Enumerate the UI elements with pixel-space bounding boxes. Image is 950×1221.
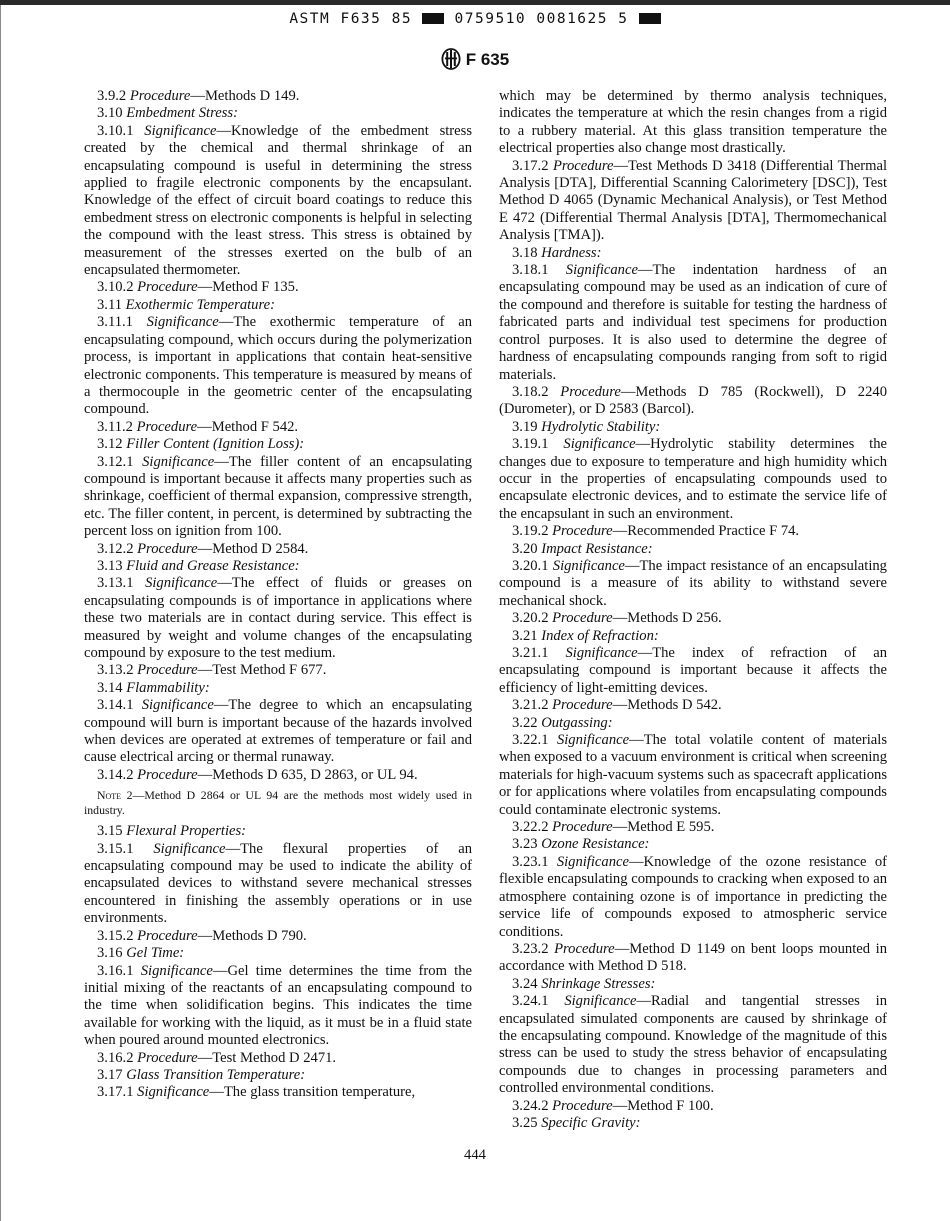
astm-logo-icon (441, 48, 461, 75)
clause-label: Specific Gravity: (541, 1114, 641, 1131)
clause (499, 523, 887, 540)
clause-label: Procedure (552, 157, 614, 174)
clause-label: Procedure (136, 418, 198, 435)
clause-number: 3.10.1 (97, 122, 134, 139)
section-heading (499, 541, 887, 558)
section-heading (499, 1115, 887, 1132)
clause-text: —Knowledge of the embedment stress created by the chemical and thermal shrinkage of an encapsulating compound is useful in determining the stress applied to fragile electronic components by the encapsulant. Knowledge of the effect of circuit board coatings to reduce this embedment stress on electronic components is helpful in selecting the compound with the least stress. This stress is obtained by measurement of the stresses exerted on the bulb of an encapsulated thermometer. (84, 122, 472, 279)
clause-number: 3.24 (512, 975, 538, 992)
clause-text: —Methods D 542. (612, 697, 722, 714)
clause (84, 1084, 472, 1101)
clause-label: Procedure (552, 1097, 613, 1114)
clause-text: —Gel time determines the time from the initial mixing of the reactants of an encapsulating compound to the time when solidification begins. This indicates the time available for working with the liquid, as it must be in a fluid state when poured around mounted electronics. (84, 962, 473, 1049)
clause-number: 3.21.1 (512, 645, 549, 661)
clause-number: 3.21 (512, 627, 538, 644)
clause (499, 158, 887, 245)
clause-number: 3.11 (97, 296, 122, 313)
document-id-strip (0, 11, 950, 27)
clause-text: —Method F 100. (612, 1097, 714, 1114)
clause-number: 3.19 (512, 418, 538, 435)
clause-number: 3.24.1 (512, 993, 549, 1010)
clause-label: Significance (565, 645, 638, 661)
clause-text: —The total volatile content of materials when exposed to a vacuum environment is critical when screening materials for high-vacuum systems such as spacecraft applications or for applications where volatiles from encapsulating compounds could contaminate electronic systems. (499, 732, 887, 818)
clause-label: Significance (153, 840, 226, 857)
clause-text: —Methods D 149. (190, 88, 300, 104)
clause-text: —The degree to which an encapsulating compound will burn is important because of the hazards involved when devices are operated at extremes of temperature or fail and cause electrical arcing or thermal runaway. (84, 697, 472, 766)
clause-text: —The exothermic temperature of an encapsulating compound, which occurs during the polymerization process, is important in applications that contain heat-sensitive electronic components. This temperature is measured by means of a thermocouple in the geometric center of the encapsulating compound. (84, 314, 472, 418)
document-serial: 0759510 0081625 5 (454, 11, 629, 27)
clause-text: —The effect of fluids or greases on encapsulating compounds is of importance in applications where these two materials are in contact during service. This effect is measured by weight and volume changes of the encapsulating compound by exposure to the test medium. (84, 575, 472, 661)
clause-number: 3.17.1 (97, 1084, 134, 1101)
clause-number: 3.23.1 (512, 853, 549, 870)
clause (499, 993, 887, 1097)
clause-label: Significance (556, 732, 630, 749)
clause-number: 3.15 (97, 823, 123, 840)
clause-label: Flexural Properties: (126, 823, 247, 840)
section-heading (84, 436, 472, 453)
section-heading (84, 1067, 472, 1084)
clause-label: Significance (137, 1084, 210, 1101)
clause (499, 941, 887, 976)
clause-label: Procedure (554, 940, 615, 957)
section-heading (499, 419, 887, 436)
clause-number: 3.12 (97, 436, 123, 453)
clause-label: Significance (142, 453, 215, 470)
clause-label: Procedure (552, 697, 613, 714)
clause-label: Procedure (137, 279, 198, 296)
clause (84, 88, 472, 105)
clause-text: —Method F 135. (197, 279, 299, 296)
clause-number: 3.25 (512, 1114, 538, 1131)
clause-number: 3.23.2 (512, 940, 549, 957)
section-heading (84, 945, 472, 962)
clause-number: 3.18.2 (512, 383, 549, 400)
clause-text: —The impact resistance of an encapsulating compound is a measure of its ability to withstand severe mechanical shock. (499, 557, 887, 609)
clause-label: Procedure (137, 1049, 198, 1066)
clause (499, 645, 887, 697)
clause-label: Procedure (137, 927, 198, 944)
scan-left-edge (0, 5, 1, 1221)
clause (84, 963, 472, 1050)
section-heading (84, 680, 472, 697)
clause-number: 3.20 (512, 540, 538, 557)
clause-label: Impact Resistance: (541, 540, 653, 557)
clause-text: —Knowledge of the ozone resistance of flexible encapsulating compounds to cracking when exposed to an atmosphere containing ozone is of importance in predicting the service life of compounds exposed to atmospheric service conditions. (499, 853, 887, 940)
clause-number: 3.16.1 (97, 962, 134, 979)
clause (84, 279, 472, 296)
clause-label: Glass Transition Temperature: (126, 1066, 306, 1083)
clause-label: Gel Time: (126, 945, 185, 962)
clause (84, 575, 472, 662)
clause-label: Hydrolytic Stability: (541, 418, 661, 435)
section-heading (499, 976, 887, 993)
clause-number: 3.14.1 (97, 697, 134, 714)
standard-number: F 635 (465, 50, 510, 69)
clause-number: 3.20.1 (512, 557, 549, 574)
clause (499, 697, 887, 714)
clause-text: —Test Method D 2471. (197, 1049, 337, 1066)
clause-text: —The filler content of an encapsulating compound is important because it affects many properties such as shrinkage, coefficient of thermal expansion, compressive strength, etc. The filler content, in percent, is determined by subtracting the percent loss on ignition from 100. (84, 453, 472, 540)
clause (499, 1098, 887, 1115)
clause-label: Significance (563, 436, 636, 453)
clause-label: Shrinkage Stresses: (541, 975, 656, 992)
clause-label: Procedure (137, 540, 198, 557)
clause-label: Significance (146, 314, 219, 331)
clause (84, 541, 472, 558)
section-heading (84, 297, 472, 314)
clause (499, 384, 887, 419)
section-heading (84, 105, 472, 122)
clause-number: 3.20.2 (512, 610, 549, 627)
clause-label: Significance (140, 962, 213, 979)
clause-text: —Hydrolytic stability determines the changes due to exposure to temperature and high humidity which occur in the properties of encapsulating compounds used to encapsulate electronic devices, and to estimate the service life of the encapsulant in such an environment. (499, 436, 887, 522)
note-label: Note 2 (97, 788, 133, 803)
clause-number: 3.15.1 (97, 840, 134, 857)
clause-number: 3.13.1 (97, 575, 134, 592)
clause-label: Significance (552, 557, 625, 574)
clause-label: Procedure (137, 662, 198, 679)
note: Note 2—Method D 2864 or UL 94 are the methods most widely used in industry. (84, 788, 472, 818)
clause-label: Ozone Resistance: (541, 836, 650, 853)
clause-label: Significance (565, 262, 638, 279)
clause (84, 697, 472, 767)
clause-label: Procedure (552, 610, 613, 627)
clause-label: Fluid and Grease Resistance: (126, 557, 300, 574)
clause-number: 3.15.2 (97, 927, 134, 944)
clause (499, 610, 887, 627)
clause-text: —Methods D 256. (612, 610, 722, 627)
clause (84, 841, 472, 928)
clause-text: —Method E 595. (612, 819, 715, 836)
clause-text: —Test Methods D 3418 (Differential Thermal Analysis [DTA], Differential Scanning Calorimetery [DSC]), Test Method D 4065 (Dynamic Mechanical Analysis), or Test Method E 472 (Differential Thermal Analysis [DTA], Thermomechanical Analysis [TMA]). (499, 157, 888, 244)
clause (84, 928, 472, 945)
clause (84, 1050, 472, 1067)
section-heading (84, 558, 472, 575)
clause-number: 3.10.2 (97, 279, 134, 296)
clause-number: 3.18 (512, 244, 538, 261)
clause-label: Procedure (129, 88, 191, 104)
clause-number: 3.13.2 (97, 662, 134, 679)
clause-number: 3.19.1 (512, 436, 549, 453)
clause-number: 3.11.2 (97, 418, 133, 435)
clause-label: Flammability: (126, 679, 210, 696)
clause (499, 732, 887, 819)
clause-label: Significance (145, 575, 218, 592)
clause-label: Procedure (552, 819, 613, 836)
clause-text: —The glass transition temperature, (209, 1084, 416, 1101)
redaction-block (422, 13, 444, 24)
clause-label: Procedure (552, 523, 613, 540)
section-heading (499, 715, 887, 732)
clause-text: —Methods D 785 (Rockwell), D 2240 (Durometer), or D 2583 (Barcol). (499, 383, 887, 418)
clause (499, 436, 887, 523)
clause (499, 558, 887, 610)
clause-number: 3.9.2 (97, 88, 127, 104)
clause-number: 3.17 (97, 1066, 123, 1083)
clause-number: 3.16.2 (97, 1049, 134, 1066)
clause (84, 767, 472, 784)
clause-text: —Test Method F 677. (197, 662, 327, 679)
clause-number: 3.23 (512, 836, 538, 853)
section-heading (499, 245, 887, 262)
clause-label: Significance (556, 853, 629, 870)
right-column (499, 88, 887, 1132)
clause (84, 419, 472, 436)
clause (499, 854, 887, 941)
clause-label: Exothermic Temperature: (125, 296, 275, 313)
clause-text: —The index of refraction of an encapsulating compound is important because it affects the efficiency of light-emitting devices. (499, 645, 887, 696)
clause (84, 123, 472, 280)
clause-number: 3.22.1 (512, 732, 549, 749)
clause (499, 262, 887, 384)
clause-number: 3.13 (97, 557, 123, 574)
redaction-block (639, 13, 661, 24)
clause-text: —The flexural properties of an encapsulating compound may be used to indicate the ability of encapsulated devices to withstand severe mechanical stresses encountered in finishing the assembly operations or in use environments. (84, 840, 472, 927)
clause-label: Hardness: (541, 244, 602, 261)
clause-number: 3.14 (97, 679, 123, 696)
clause (499, 819, 887, 836)
clause-text: —Methods D 635, D 2863, or UL 94. (197, 766, 418, 783)
clause-text: which may be determined by thermo analysis techniques, indicates the temperature at which the resin changes from a rigid to a rubbery material. At this glass transition temperature the electrical properties also change most drastically. (499, 88, 887, 157)
clause-label: Filler Content (Ignition Loss): (126, 436, 305, 453)
section-heading (499, 628, 887, 645)
clause-number: 3.12.1 (97, 453, 134, 470)
clause-number: 3.12.2 (97, 540, 134, 557)
clause-text: —Methods D 790. (197, 927, 307, 944)
clause-number: 3.24.2 (512, 1097, 549, 1114)
section-heading (84, 823, 472, 840)
document-id: ASTM F635 85 (289, 11, 413, 27)
clause-text: —Method D 2584. (197, 540, 309, 557)
clause-label: Procedure (560, 383, 621, 400)
clause-number: 3.14.2 (97, 766, 134, 783)
clause-text: —Radial and tangential stresses in encapsulated simulated components are caused by shrinkage of the encapsulating compound. Knowledge of the magnitude of this stress can be used to study the stress behavior of encapsulating compounds due to changes in processing parameters and controlled environmental conditions. (499, 993, 887, 1097)
clause-label: Procedure (137, 766, 198, 783)
clause (84, 662, 472, 679)
clause (84, 314, 472, 418)
clause-label: Outgassing: (541, 714, 613, 731)
clause-label: Significance (144, 122, 217, 139)
clause-number: 3.11.1 (97, 314, 133, 331)
clause-label: Significance (141, 697, 214, 714)
clause-label: Embedment Stress: (126, 105, 238, 122)
clause-number: 3.22.2 (512, 819, 549, 836)
left-column (84, 88, 472, 1102)
clause-number: 3.22 (512, 714, 538, 731)
scan-top-border (0, 0, 950, 5)
paragraph-continuation (499, 88, 887, 158)
clause (84, 454, 472, 541)
clause-text: —The indentation hardness of an encapsulating compound may be used as an indication of cure of the compound and therefore is suitable for testing the hardness of fabricated parts and individual test specimens for production control purposes. It is also used to determine the degree of hardness of encapsulating compounds ranging from soft to rigid materials. (499, 262, 888, 383)
clause-number: 3.16 (97, 945, 123, 962)
clause-label: Significance (564, 993, 637, 1010)
clause-number: 3.18.1 (512, 262, 549, 279)
clause-label: Index of Refraction: (541, 627, 659, 644)
section-heading (499, 836, 887, 853)
clause-number: 3.19.2 (512, 523, 549, 540)
clause-number: 3.21.2 (512, 697, 549, 714)
clause-number: 3.10 (97, 105, 123, 122)
clause-text: —Recommended Practice F 74. (612, 523, 800, 540)
clause-number: 3.17.2 (512, 157, 549, 174)
standard-title (0, 48, 950, 75)
page-number: 444 (464, 1147, 486, 1163)
clause-text: —Method D 1149 on bent loops mounted in accordance with Method D 518. (499, 940, 888, 975)
clause-text: —Method F 542. (197, 418, 299, 435)
